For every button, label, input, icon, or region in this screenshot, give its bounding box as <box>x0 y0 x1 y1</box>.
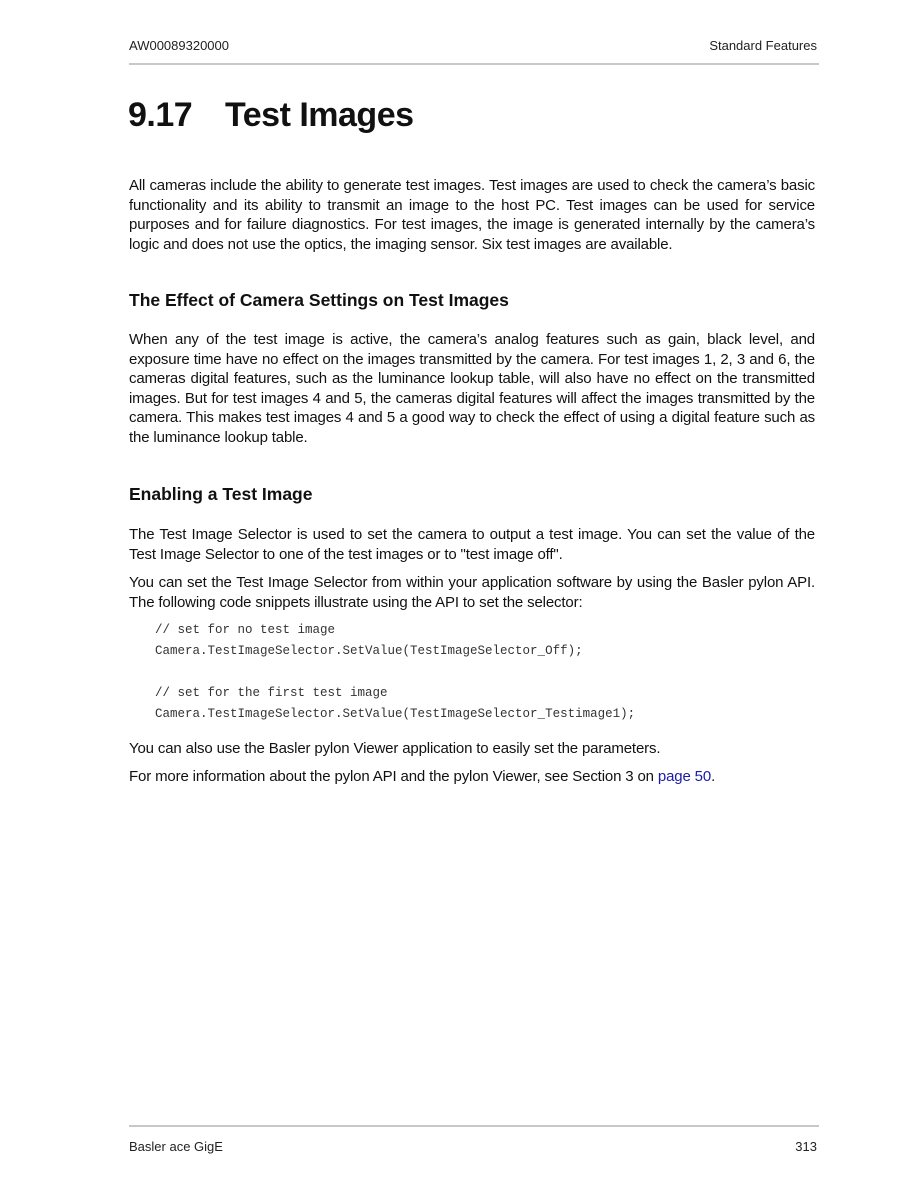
viewer-note: You can also use the Basler pylon Viewer application to easily set the parameters. <box>129 740 661 757</box>
page-title <box>128 96 414 135</box>
more-info-text: For more information about the pylon API and the pylon Viewer, see Section 3 on <box>129 768 658 785</box>
code-comment-line: // set for the first test image <box>155 686 388 700</box>
code-comment-line: // set for no test image <box>155 623 336 637</box>
section-number: 9.17 <box>128 96 193 134</box>
enabling-heading: Enabling a Test Image <box>129 484 313 504</box>
section-title: Test Images <box>225 96 414 134</box>
effect-heading: The Effect of Camera Settings on Test Images <box>129 290 509 310</box>
page-header <box>129 38 817 58</box>
page-footer <box>129 1139 817 1159</box>
page-link[interactable]: page 50 <box>657 768 712 785</box>
intro-paragraph: All cameras include the ability to generate test images. Test images are used to check the camera’s basic functionality and its ability to transmit an image to the host PC. Test images can be used for service purposes and for failure diagnostics. For test images, the image is generated internally by the camera’s logic and does not use the optics, the imaging sensor. Six test images are available. <box>129 177 815 253</box>
code-statement-line: Camera.TestImageSelector.SetValue(TestImageSelector_Off); <box>155 644 583 658</box>
page-number: 313 <box>795 1139 817 1154</box>
footer-divider <box>129 1125 819 1127</box>
more-info-line <box>129 768 819 785</box>
header-divider <box>129 63 819 65</box>
footer-product: Basler ace GigE <box>129 1139 223 1154</box>
effect-paragraph: When any of the test image is active, the camera’s analog features such as gain, black level, and exposure time have no effect on the images transmitted by the camera. For test images 1, 2, 3 and 6, the cameras digital features, such as the luminance lookup table, will also have no effect on the transmitted images. But for test images 4 and 5, the cameras digital features will affect the images transmitted by the camera. This makes test images 4 and 5 a good way to check the effect of using a digital feature such as the luminance lookup table. <box>129 331 815 446</box>
more-info-period: . <box>711 768 716 785</box>
document-id: AW00089320000 <box>129 38 229 53</box>
header-section-name: Standard Features <box>709 38 817 53</box>
enabling-paragraph-2: You can set the Test Image Selector from within your application software by using the Basler pylon API. The following code snippets illustrate using the API to set the selector: <box>129 574 815 611</box>
enabling-paragraph-1: The Test Image Selector is used to set the camera to output a test image. You can set the value of the Test Image Selector to one of the test images or to "test image off". <box>129 526 815 563</box>
code-statement-line: Camera.TestImageSelector.SetValue(TestImageSelector_Testimage1); <box>155 707 636 721</box>
